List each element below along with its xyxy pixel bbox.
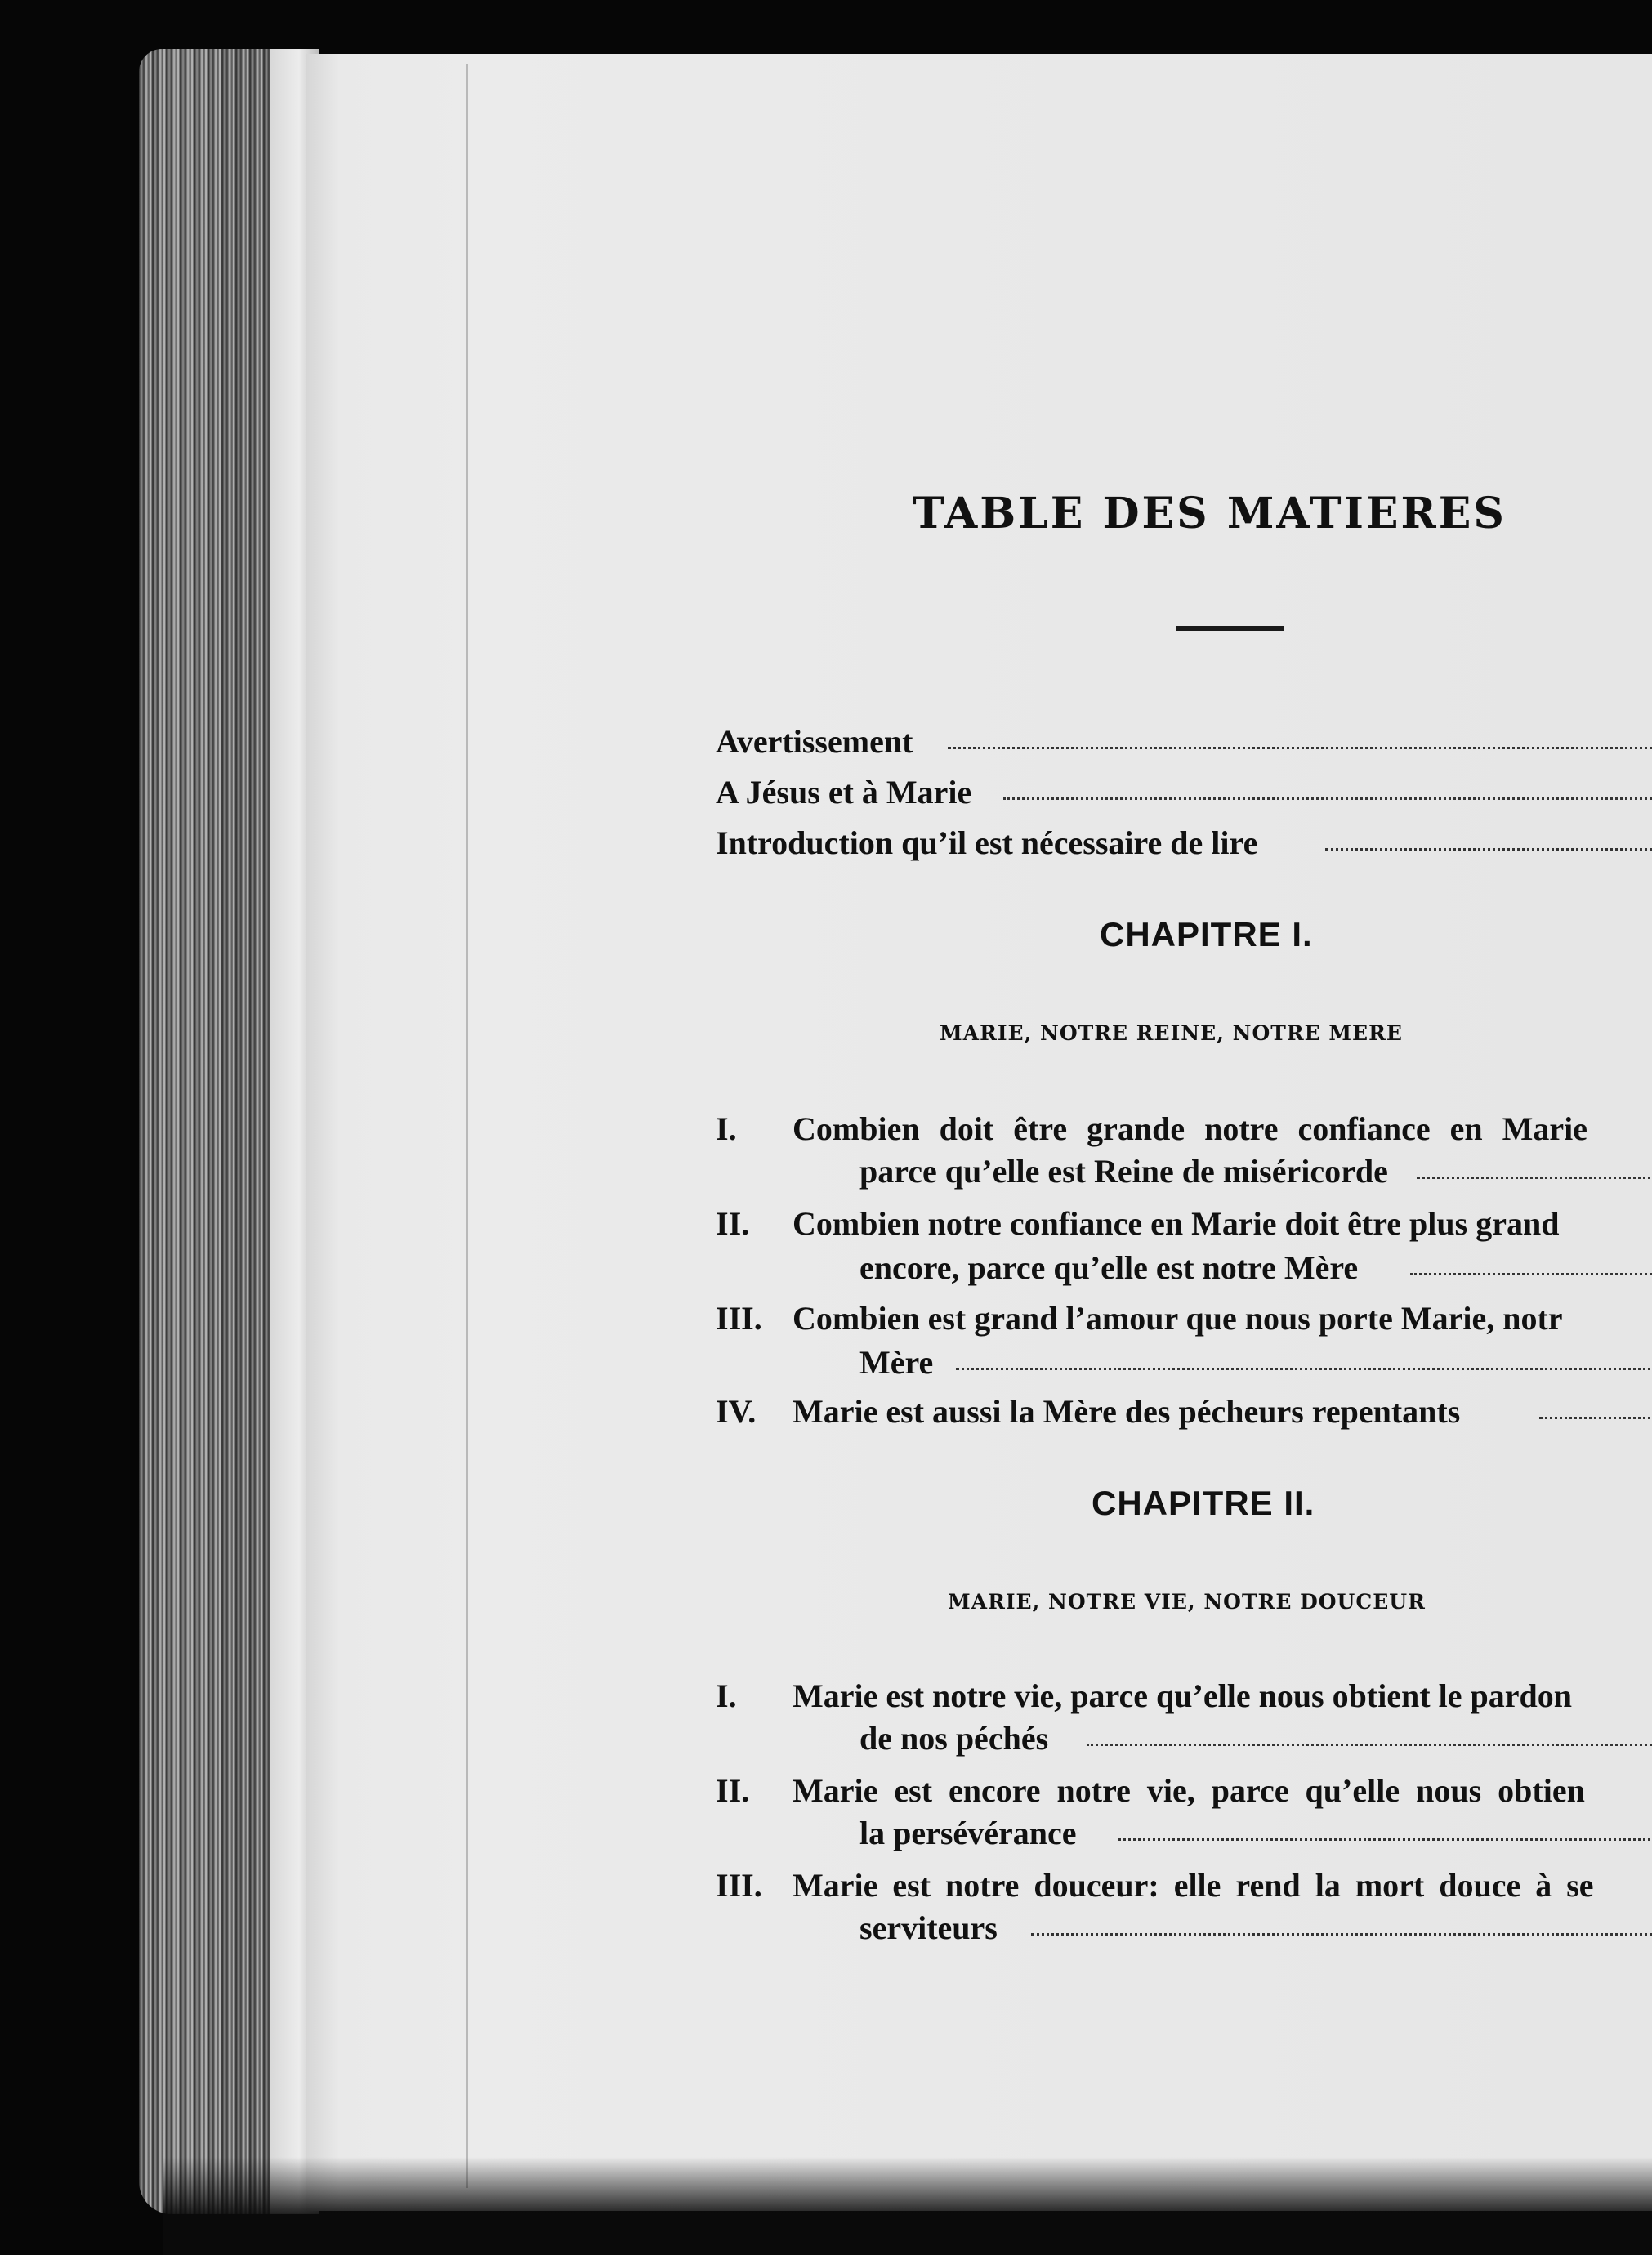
section-title-line: Combien doit être grande notre confiance en Marie (793, 1110, 1588, 1147)
section-number: II. (716, 1205, 750, 1242)
leader-dots (1118, 1837, 1652, 1841)
chapter-heading-2: CHAPITRE II. (1092, 1484, 1315, 1522)
section-number: I. (716, 1677, 737, 1714)
leader-dots (1031, 1931, 1652, 1936)
section-title-line: serviteurs (859, 1909, 998, 1946)
leader-dots (1087, 1742, 1652, 1746)
section-title-line: Combien est grand l’amour que nous porte Marie, notr (793, 1300, 1563, 1337)
leader-dots (948, 745, 1652, 749)
toc-entry-a-jesus-et-a-marie: A Jésus et à Marie (716, 774, 972, 810)
title-rule (1176, 626, 1284, 631)
section-number: III. (716, 1300, 762, 1337)
leader-dots (1325, 846, 1652, 851)
leader-dots (1410, 1271, 1652, 1275)
section-title-line: Marie est aussi la Mère des pécheurs repentants (793, 1393, 1461, 1430)
section-title-line: parce qu’elle est Reine de miséricorde (859, 1153, 1388, 1190)
leader-dots (1417, 1175, 1652, 1179)
section-title-line: de nos péchés (859, 1720, 1049, 1757)
chapter-heading-1: CHAPITRE I. (1100, 915, 1313, 953)
chapter-subtitle-1: MARIE, NOTRE REINE, NOTRE MERE (940, 1021, 1403, 1045)
section-title-line: la persévérance (859, 1815, 1077, 1851)
section-title-line: Mère (859, 1344, 934, 1381)
page-title: TABLE DES MATIERES (913, 489, 1507, 538)
section-title-line: Combien notre confiance en Marie doit être plus grand (793, 1205, 1560, 1242)
section-title-line: encore, parce qu’elle est notre Mère (859, 1249, 1359, 1286)
leader-dots (956, 1366, 1652, 1370)
section-title-line: Marie est notre vie, parce qu’elle nous obtient le pardon (793, 1677, 1572, 1714)
section-number: I. (716, 1110, 737, 1147)
chapter-subtitle-2: MARIE, NOTRE VIE, NOTRE DOUCEUR (948, 1590, 1426, 1614)
section-title-line: Marie est notre douceur: elle rend la mort douce à se (793, 1867, 1594, 1904)
toc-entry-introduction: Introduction qu’il est nécessaire de lire (716, 824, 1258, 861)
bottom-shadow (163, 2157, 1652, 2255)
toc-entry-avertissement: Avertissement (716, 723, 913, 760)
section-number: III. (716, 1867, 762, 1904)
section-title-line: Marie est encore notre vie, parce qu’elle nous obtien (793, 1772, 1585, 1809)
section-number: II. (716, 1772, 750, 1809)
leader-dots (1539, 1415, 1652, 1419)
page-inner-edge (466, 64, 468, 2188)
section-number: IV. (716, 1393, 757, 1430)
leader-dots (1003, 796, 1652, 800)
